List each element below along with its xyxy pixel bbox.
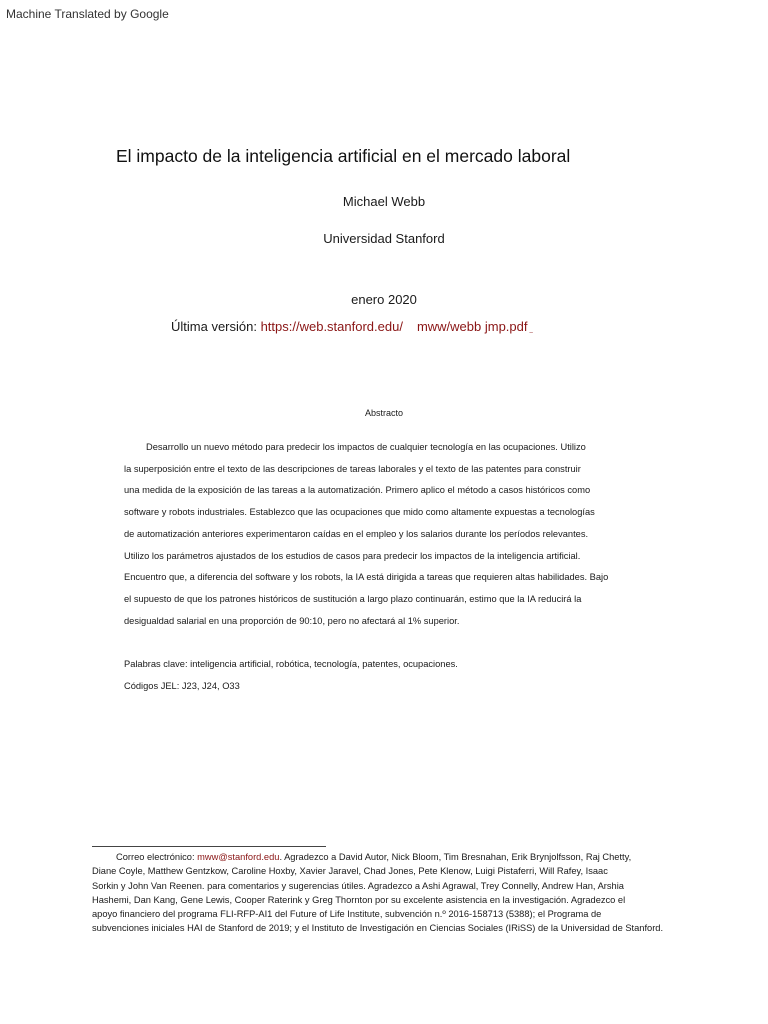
footnote-acknowledgments-start: . Agradezco a David Autor, Nick Bloom, Tim Bresnahan, Erik Brynjolfsson, Raj Chetty,: [279, 852, 632, 862]
abstract-line: Desarrollo un nuevo método para predecir los impactos de cualquier tecnología en las ocupaciones. Utilizo: [146, 442, 586, 452]
abstract-heading: Abstracto: [364, 408, 404, 418]
footnote-email-label: Correo electrónico:: [116, 852, 198, 862]
paper-title: El impacto de la inteligencia artificial en el mercado laboral: [116, 146, 571, 166]
footnote-line: [92, 850, 732, 864]
keywords: Palabras clave: inteligencia artificial, robótica, tecnología, patentes, ocupaciones.: [124, 659, 458, 669]
abstract-line: desigualdad salarial en una proporción de 90:10, pero no afectará al 1% superior.: [124, 615, 460, 626]
jel-codes: Códigos JEL: J23, J24, O33: [124, 681, 240, 691]
publication-date: enero 2020: [351, 292, 417, 307]
author-name: Michael Webb: [342, 194, 426, 209]
abstract-line: una medida de la exposición de las tareas a la automatización. Primero aplico el método a casos históricos como: [124, 485, 591, 496]
latest-version-line: [171, 319, 533, 334]
footnote-line: apoyo financiero del programa FLI-RFP-AI1 del Future of Life Institute, subvención n.º 2016-158713 (5388); el Programa de: [92, 909, 602, 920]
version-link-path[interactable]: mww/webb jmp.pdf: [416, 319, 528, 334]
author-affiliation: Universidad Stanford: [323, 231, 445, 246]
abstract-line: de automatización anteriores experimentaron caídas en el empleo y los salarios durante los períodos relevantes.: [124, 528, 589, 539]
abstract-line: Encuentro que, a diferencia del software y los robots, la IA está dirigida a tareas que requieren altas habilidades. Bajo: [124, 572, 609, 583]
email-link[interactable]: mww@stanford.edu: [197, 852, 280, 862]
footnote-line: Hashemi, Dan Kang, Gene Lewis, Cooper Raterink y Greg Thornton por su excelente asistencia en la investigación. Agradezco el: [92, 894, 626, 905]
abstract-line: la superposición entre el texto de las descripciones de tareas laborales y el texto de las patentes para construir: [124, 463, 581, 474]
footnote-line: Diane Coyle, Matthew Gentzkow, Caroline Hoxby, Xavier Jaravel, Chad Jones, Pete Klenow, Luigi Pistaferri, Will Rafey, Isaac: [92, 866, 608, 877]
link-mark: _: [529, 327, 533, 333]
abstract-line: el supuesto de que los patrones históricos de sustitución a largo plazo continuarán, estimo que la IA reducirá la: [124, 593, 582, 604]
footnote-line: subvenciones iniciales HAI de Stanford de 2019; y el Instituto de Investigación en Ciencias Sociales (IRiSS) de la Universidad de Stanford.: [92, 923, 664, 934]
latest-version-label: Última versión:: [171, 319, 261, 334]
abstract-line: Utilizo los parámetros ajustados de los estudios de casos para predecir los impactos de la inteligencia artificial.: [124, 550, 581, 561]
footnote-divider: [92, 846, 326, 847]
abstract-line: software y robots industriales. Establezco que las ocupaciones que mido como altamente expuestas a tecnologías: [124, 507, 595, 518]
abstract-body: [124, 437, 664, 632]
machine-translation-banner: Machine Translated by Google: [6, 7, 169, 21]
version-link-domain[interactable]: https://web.stanford.edu/: [260, 319, 403, 334]
footnote: [92, 850, 732, 936]
footnote-line: Sorkin y John Van Reenen. para comentarios y sugerencias útiles. Agradezco a Ashi Agrawal, Trey Connelly, Andrew Han, Arshia: [92, 880, 624, 891]
